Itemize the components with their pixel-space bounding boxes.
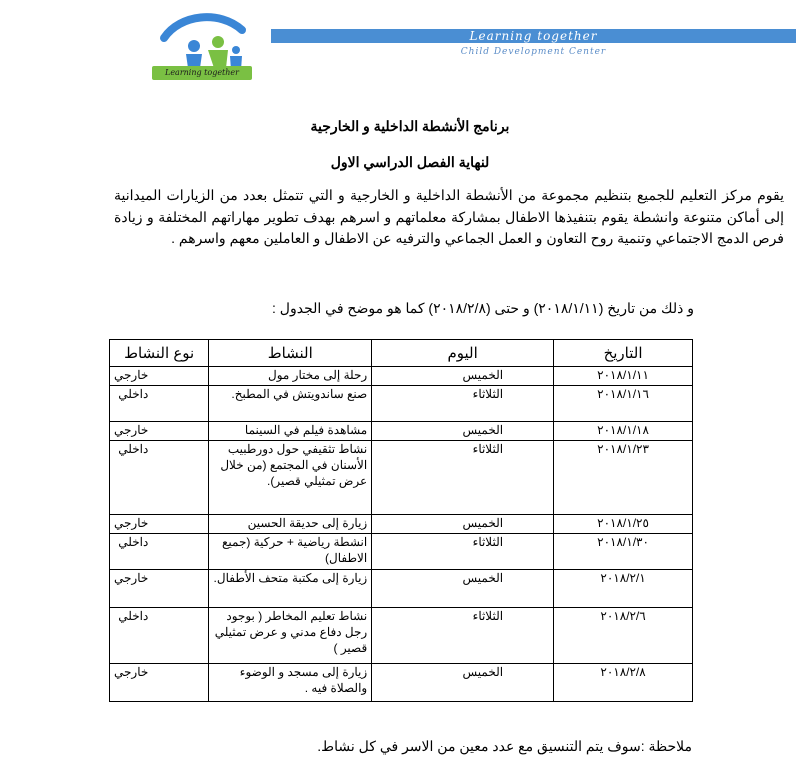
cell-activity: رحلة إلى مختار مول [209, 367, 372, 386]
header-date: التاريخ [554, 340, 693, 367]
banner-title: Learning together [469, 29, 598, 43]
cell-type: خارجي [110, 515, 209, 534]
logo-caption: Learning together [152, 66, 252, 80]
cell-type: خارجي [110, 664, 209, 702]
cell-date: ٢٠١٨/١/٢٥ [554, 515, 693, 534]
cell-day: الخميس [372, 664, 554, 702]
table-row [110, 570, 693, 608]
table-row [110, 367, 693, 386]
banner-subtitle: Child Development Center [460, 47, 607, 57]
cell-type: خارجي [110, 570, 209, 608]
cell-date: ٢٠١٨/٢/٦ [554, 608, 693, 664]
cell-activity: زيارة إلى مسجد و الوضوء والصلاة فيه . [209, 664, 372, 702]
header-day: اليوم [372, 340, 554, 367]
cell-type: داخلي [110, 534, 209, 570]
cell-activity: زيارة إلى حديقة الحسين [209, 515, 372, 534]
cell-date: ٢٠١٨/٢/١ [554, 570, 693, 608]
cell-type: خارجي [110, 367, 209, 386]
activities-table [109, 339, 693, 702]
cell-day: الخميس [372, 422, 554, 441]
cell-date: ٢٠١٨/١/١١ [554, 367, 693, 386]
cell-activity: نشاط تعليم المخاطر ( بوجود رجل دفاع مدني و عرض تمثيلي قصير ) [209, 608, 372, 664]
table-row [110, 441, 693, 515]
footer-note: ملاحظة :سوف يتم التنسيق مع عدد معين من الاسر في كل نشاط. [317, 738, 692, 754]
cell-date: ٢٠١٨/١/١٦ [554, 386, 693, 422]
cell-activity: نشاط تثقيفي حول دورطبيب الأسنان في المجتمع (من خلال عرض تمثيلي قصير). [209, 441, 372, 515]
table-row [110, 534, 693, 570]
header-activity: النشاط [209, 340, 372, 367]
cell-day: الخميس [372, 570, 554, 608]
cell-type: داخلي [110, 441, 209, 515]
cell-date: ٢٠١٨/١/٣٠ [554, 534, 693, 570]
period-statement: و ذلك من تاريخ (٢٠١٨/١/١١) و حتى (٢٠١٨/٢/٨) كما هو موضح في الجدول : [272, 300, 694, 316]
cell-day: الخميس [372, 367, 554, 386]
cell-type: داخلي [110, 608, 209, 664]
cell-activity: زيارة إلى مكتبة متحف الأطفال. [209, 570, 372, 608]
table-row [110, 386, 693, 422]
cell-activity: مشاهدة فيلم في السينما [209, 422, 372, 441]
cell-day: الثلاثاء [372, 608, 554, 664]
table-row [110, 608, 693, 664]
table-row [110, 515, 693, 534]
header-type: نوع النشاط [110, 340, 209, 367]
table-row [110, 664, 693, 702]
cell-day: الخميس [372, 515, 554, 534]
cell-type: داخلي [110, 386, 209, 422]
cell-activity: انشطة رياضية + حركية (جميع الاطفال) [209, 534, 372, 570]
cell-day: الثلاثاء [372, 441, 554, 515]
cell-date: ٢٠١٨/٢/٨ [554, 664, 693, 702]
cell-date: ٢٠١٨/١/١٨ [554, 422, 693, 441]
table-header-row [110, 340, 693, 367]
table-row [110, 422, 693, 441]
cell-date: ٢٠١٨/١/٢٣ [554, 441, 693, 515]
document-title: برنامج الأنشطة الداخلية و الخارجية [310, 118, 510, 134]
cell-day: الثلاثاء [372, 534, 554, 570]
intro-paragraph: يقوم مركز التعليم للجميع بتنظيم مجموعة من الأنشطة الداخلية و الخارجية و التي تتمثل بعدد من الزيارات الميدانية إلى أماكن متنوعة وانشطة يقوم بتنفيذها الاطفال بمشاركة معلماتهم و اسرهم بهدف تطوير مهاراتهم المختلفة و زيادة فرص الدمج الاجتماعي وتنمية روح التعاون و العمل الجماعي والترفيه عن الاطفال و العاملين معهم واسرهم . [114, 187, 784, 246]
cell-type: خارجي [110, 422, 209, 441]
cell-day: الثلاثاء [372, 386, 554, 422]
cell-activity: صنع ساندويتش في المطبخ. [209, 386, 372, 422]
document-subtitle: لنهاية الفصل الدراسي الاول [330, 154, 490, 170]
